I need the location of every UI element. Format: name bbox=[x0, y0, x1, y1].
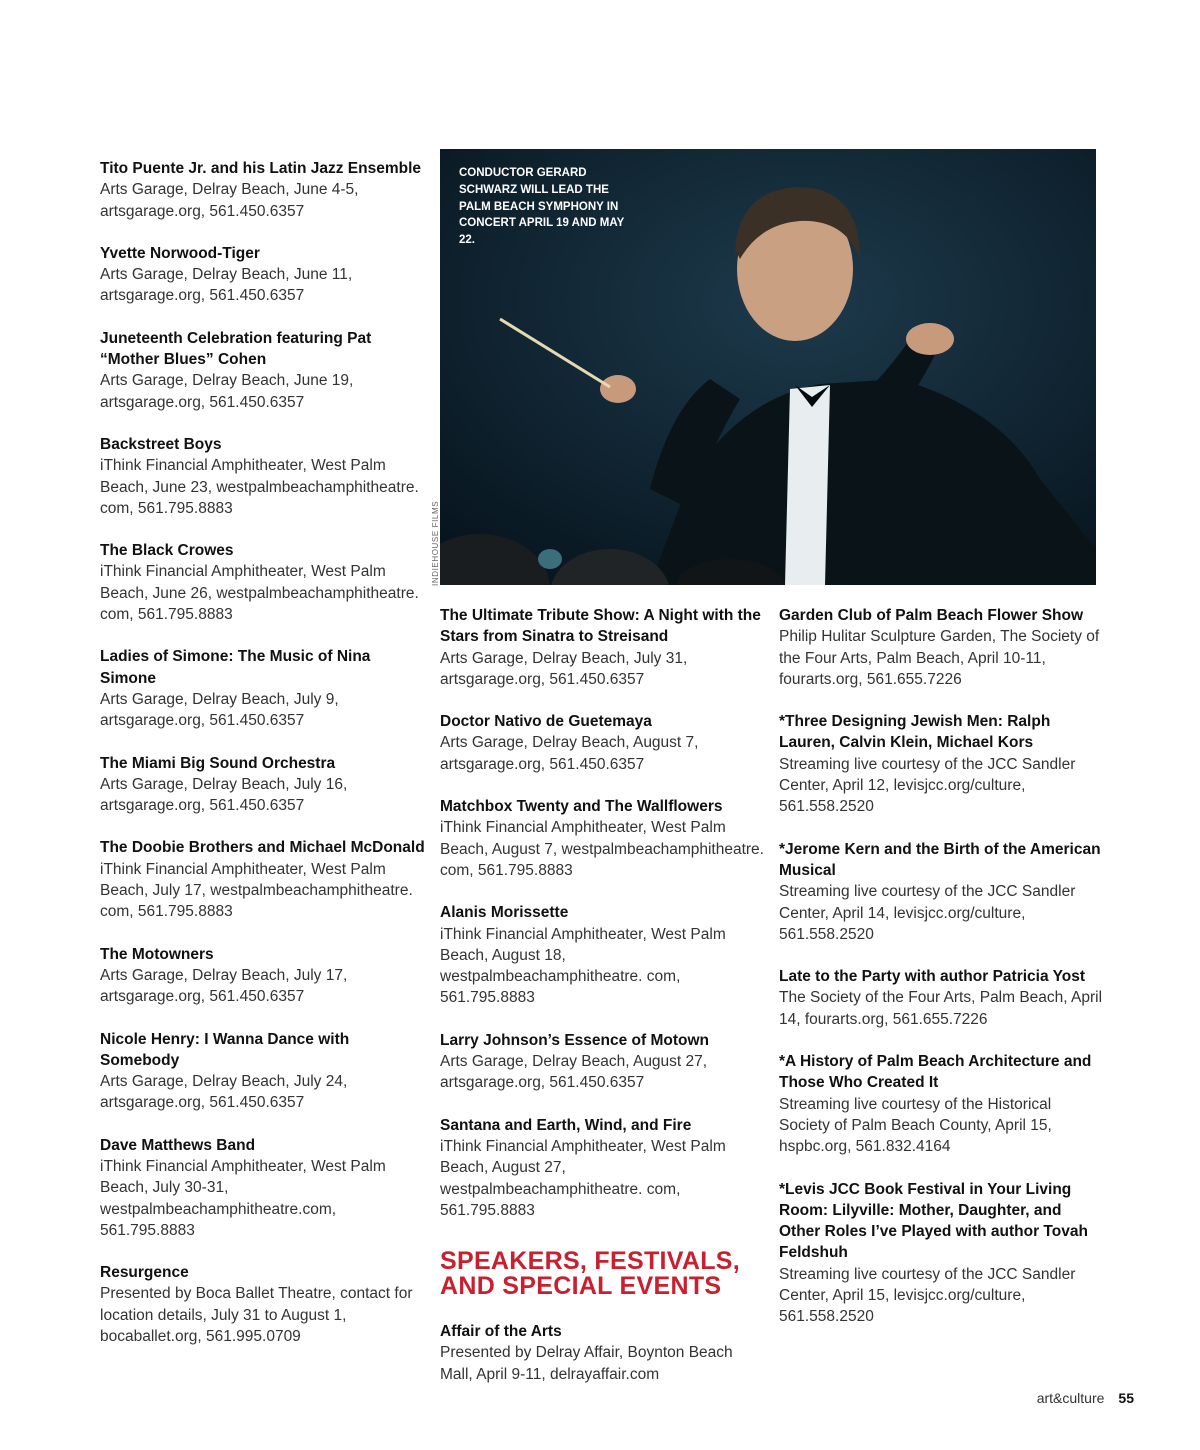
event-title: Dave Matthews Band bbox=[100, 1136, 256, 1154]
event-details: iThink Financial Amphitheater, West Palm Beach, August 27, westpalmbeachamphitheatre. com, 561.795.8883 bbox=[440, 1137, 726, 1219]
event-title: Late to the Party with author Patricia Yost bbox=[779, 968, 1086, 986]
event-title: The Miami Big Sound Orchestra bbox=[100, 754, 336, 772]
event-title: Yvette Norwood-Tiger bbox=[100, 244, 260, 262]
event-title: *Jerome Kern and the Birth of the American Musical bbox=[779, 840, 1101, 879]
event-listing bbox=[779, 966, 1104, 1030]
event-listing bbox=[100, 540, 425, 625]
event-details: Streaming live courtesy of the JCC Sandler Center, April 12, levisjcc.org/culture, 561.558.2520 bbox=[779, 755, 1076, 816]
event-details: Arts Garage, Delray Beach, June 19, artsgarage.org, 561.450.6357 bbox=[100, 372, 354, 411]
event-title: Doctor Nativo de Guetemaya bbox=[440, 713, 652, 731]
event-title: Juneteenth Celebration featuring Pat “Mother Blues” Cohen bbox=[100, 329, 372, 369]
event-title: Resurgence bbox=[100, 1264, 189, 1282]
event-details: Streaming live courtesy of the JCC Sandler Center, April 15, levisjcc.org/culture, 561.558.2520 bbox=[779, 1265, 1076, 1326]
event-details: Arts Garage, Delray Beach, July 24, artsgarage.org, 561.450.6357 bbox=[100, 1073, 348, 1112]
event-title: The Motowners bbox=[100, 945, 214, 963]
event-listing bbox=[440, 1030, 765, 1094]
event-details: Streaming live courtesy of the JCC Sandler Center, April 14, levisjcc.org/culture, 561.558.2520 bbox=[779, 883, 1076, 943]
event-details: Arts Garage, Delray Beach, July 16, artsgarage.org, 561.450.6357 bbox=[100, 775, 348, 815]
event-details: Arts Garage, Delray Beach, July 9, artsgarage.org, 561.450.6357 bbox=[100, 690, 339, 730]
event-title: The Doobie Brothers and Michael McDonald bbox=[100, 839, 425, 857]
footer-section-name: art&culture bbox=[1036, 1390, 1105, 1406]
event-title: Alanis Morissette bbox=[440, 904, 569, 922]
event-title: *Three Designing Jewish Men: Ralph Lauren, Calvin Klein, Michael Kors bbox=[779, 713, 1051, 752]
event-listing bbox=[440, 711, 765, 775]
event-listing bbox=[100, 158, 425, 222]
event-listing bbox=[100, 753, 425, 817]
listing-column-3 bbox=[779, 605, 1104, 1349]
section-entries bbox=[440, 1321, 765, 1385]
event-listing bbox=[779, 839, 1104, 945]
event-title: Nicole Henry: I Wanna Dance with Somebody bbox=[100, 1030, 350, 1069]
event-title: *Levis JCC Book Festival in Your Living Room: Lilyville: Mother, Daughter, and Other Roles I’ve Played with author Tovah Feldshuh bbox=[779, 1180, 1088, 1262]
event-details: Arts Garage, Delray Beach, June 4-5, artsgarage.org, 561.450.6357 bbox=[100, 181, 359, 220]
event-title: Affair of the Arts bbox=[440, 1323, 562, 1341]
event-listing bbox=[440, 1321, 765, 1385]
event-details: iThink Financial Amphitheater, West Palm Beach, August 7, westpalmbeachamphitheatre. com, 561.795.8883 bbox=[440, 819, 764, 879]
event-title: Garden Club of Palm Beach Flower Show bbox=[779, 607, 1084, 624]
event-listing bbox=[100, 243, 425, 307]
event-listing bbox=[100, 646, 425, 731]
event-listing bbox=[440, 605, 765, 690]
event-title: *A History of Palm Beach Architecture and Those Who Created It bbox=[779, 1053, 1092, 1092]
page-number: 55 bbox=[1118, 1390, 1134, 1406]
listing-column-2-entries bbox=[440, 605, 765, 1221]
event-title: Matchbox Twenty and The Wallflowers bbox=[440, 798, 723, 816]
event-listing bbox=[100, 837, 425, 922]
event-title: Larry Johnson’s Essence of Motown bbox=[440, 1031, 710, 1049]
page-footer bbox=[1037, 1390, 1134, 1406]
listing-column-2 bbox=[440, 605, 765, 1406]
event-details: iThink Financial Amphitheater, West Palm Beach, June 23, westpalmbeachamphitheatre. com, 561.795.8883 bbox=[100, 457, 419, 517]
event-details: iThink Financial Amphitheater, West Palm Beach, June 26, westpalmbeachamphitheatre. com, 561.795.8883 bbox=[100, 563, 419, 624]
event-details: Philip Hulitar Sculpture Garden, The Society of the Four Arts, Palm Beach, April 10-11, fourarts.org, 561.655.7226 bbox=[779, 628, 1100, 688]
event-details: Arts Garage, Delray Beach, August 7, artsgarage.org, 561.450.6357 bbox=[440, 734, 699, 773]
event-details: Presented by Delray Affair, Boynton Beach Mall, April 9-11, delrayaffair.com bbox=[440, 1344, 733, 1383]
photo-credit: INDIEHOUSE FILMS bbox=[431, 500, 440, 586]
event-listing bbox=[100, 1135, 425, 1241]
event-title: Tito Puente Jr. and his Latin Jazz Ensemble bbox=[100, 160, 421, 177]
event-listing bbox=[440, 1115, 765, 1221]
event-details: The Society of the Four Arts, Palm Beach, April 14, fourarts.org, 561.655.7226 bbox=[779, 989, 1103, 1028]
section-heading: SPEAKERS, FESTIVALS, AND SPECIAL EVENTS bbox=[440, 1247, 741, 1301]
event-listing bbox=[100, 328, 425, 413]
event-title: The Black Crowes bbox=[100, 542, 234, 560]
event-title: Santana and Earth, Wind, and Fire bbox=[440, 1116, 692, 1134]
event-listing bbox=[779, 711, 1104, 817]
event-title: The Ultimate Tribute Show: A Night with the Stars from Sinatra to Streisand bbox=[440, 607, 761, 646]
event-title: Backstreet Boys bbox=[100, 435, 222, 453]
event-details: Presented by Boca Ballet Theatre, contact for location details, July 31 to August 1, bocaballet.org, 561.995.0709 bbox=[100, 1285, 413, 1346]
event-details: Arts Garage, Delray Beach, July 17, artsgarage.org, 561.450.6357 bbox=[100, 966, 348, 1006]
event-listing bbox=[779, 605, 1104, 690]
event-title: Ladies of Simone: The Music of Nina Simone bbox=[100, 648, 371, 687]
event-listing bbox=[100, 434, 425, 519]
event-details: iThink Financial Amphitheater, West Palm Beach, August 18, westpalmbeachamphitheatre. com, 561.795.8883 bbox=[440, 925, 726, 1007]
listing-column-1 bbox=[100, 158, 425, 1368]
event-listing bbox=[779, 1051, 1104, 1157]
event-details: iThink Financial Amphitheater, West Palm Beach, July 30-31, westpalmbeachamphitheatre.com, 561.795.8883 bbox=[100, 1157, 386, 1239]
conductor-photo bbox=[440, 149, 1096, 585]
event-listing bbox=[100, 1029, 425, 1114]
event-listing bbox=[440, 902, 765, 1008]
photo-caption: CONDUCTOR GERARD SCHWARZ WILL LEAD THE PALM BEACH SYMPHONY IN CONCERT APRIL 19 AND MAY 22. bbox=[459, 167, 625, 247]
event-details: Arts Garage, Delray Beach, July 31, artsgarage.org, 561.450.6357 bbox=[440, 649, 688, 688]
event-details: iThink Financial Amphitheater, West Palm Beach, July 17, westpalmbeachamphitheatre. com, 561.795.8883 bbox=[100, 860, 413, 921]
event-listing bbox=[440, 796, 765, 881]
event-details: Streaming live courtesy of the Historical Society of Palm Beach County, April 15, hspbc.org, 561.832.4164 bbox=[779, 1095, 1052, 1156]
event-listing bbox=[779, 1179, 1104, 1328]
event-listing bbox=[100, 944, 425, 1008]
event-listing bbox=[100, 1262, 425, 1347]
event-details: Arts Garage, Delray Beach, August 27, artsgarage.org, 561.450.6357 bbox=[440, 1053, 708, 1092]
event-details: Arts Garage, Delray Beach, June 11, artsgarage.org, 561.450.6357 bbox=[100, 266, 353, 305]
